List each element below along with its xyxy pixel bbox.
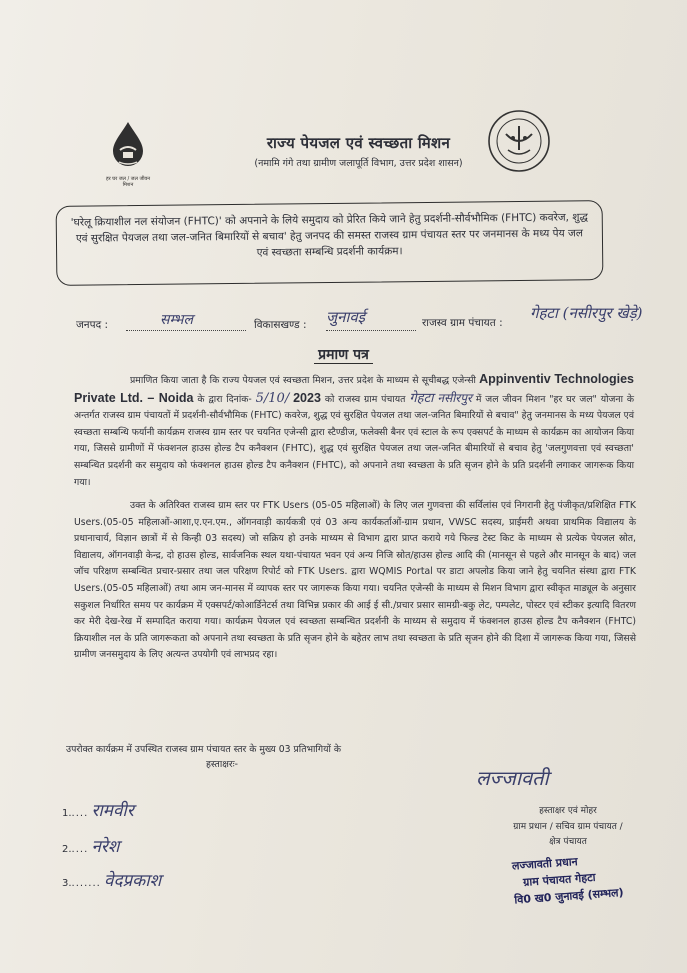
participant-2: 2..... नरेश bbox=[62, 837, 120, 857]
participant-2-signature: नरेश bbox=[91, 837, 120, 857]
block-value: जुनावई bbox=[326, 308, 366, 326]
date-handwritten: 5/10/ bbox=[255, 390, 290, 406]
paragraph-1: प्रमाणित किया जाता है कि राज्य पेयजल एवं स्वच्छता मिशन, उत्तर प्रदेश के माध्यम से सूचीबद्ध एजेन्सी Appinventiv Technologies Private Ltd. – Noida के द्वारा दिनांक- 5/10/ 2023 को राजस्व ग्राम पंचायत गेहटा नसीरपुर में जल जीवन मिशन "हर घर जल" योजना के अन्तर्गत राजस्व ग्राम पंचायतों में प्रदर्शनी-सौर्वभौमिक (FHTC) कवरेज, शुद्ध एवं सुरक्षित पेयजल तथा जल-जनित बिमारियों से बचाव" हेतु जनमानस के मध्य पेयजल एवं स्वच्छता सम्बन्धि फर्यानी कार्यक्रम राजस्व ग्राम स्तर पर चयनित एजेन्सी द्वारा स्टैण्डीज, फलेक्सी बैनर एवं स्टाल के रूप एक्सपर्ट के माध्यम से कार्यक्रम का आयोजन किया गया, जिससे ग्रामीणों में फंक्शनल हाउस होल्ड टैप कनैक्शन (FHTC), शुद्ध एवं सुरक्षित पेयजल तथा जल-जनित बीमारियों से बचाव हेतु 'जलगुणवत्ता एवं स्वच्छता' सम्बन्धित प्रदर्शनी कर समुदाय को फंक्शनल हाउस होल्ड टैप कनैक्शन (FHTC), को अपनाने तथा स्वच्छता के प्रति सृजन होने के प्रति प्रदर्शनी लगाकर जागरूक किया गया। bbox=[74, 372, 635, 488]
district-label: जनपद : bbox=[76, 319, 109, 331]
paragraph-2: उक्त के अतिरिक्त राजस्व ग्राम स्तर पर FTK Users (05-05 महिलाओं) के लिए जल गुणवत्ता की सर्विलांस एवं निगरानी हेतु पंजीकृत/प्रशिक्षित FTK Users.(05-05 महिलाओं-आशा,ए.एन.एम., ऑगनवाड़ी कार्यकत्री एवं 03 अन्य कार्यकर्ताओं-ग्राम प्रधान, VWSC सदस्य, प्राईमरी अथवा प्राथमिक विद्यालय के प्रधानाचार्य, विज्ञान छात्रों में से किन्ही 03 सदस्य) जो सक्रिय हो उनके माध्यम से विभाग द्वारा प्राप्त कराये गये फिल्ड टेस्ट किट के माध्यम से प्रत्येक पेयजल स्रोत, विद्यालय, ऑगनवाड़ी केन्द्र, दो हाउस होल्ड, सार्वजनिक स्थल यथा-पंचायत भवन एवं अन्य निजि स्रोत/हाउस होल्ड आदि की (मानसून से पहले और मानसून के बाद) जल जॉच परिक्षण सम्बन्धित प्रचार-प्रसार तथा जल परिक्षण रिपोर्ट को FTK Users. द्वारा WQMIS Portal पर डाटा अपलोड किया जाने हेतु चयनित संस्था द्वारा FTK Users.(05-05 महिलाओं) तथा आम जन-मानस में व्यापक स्तर पर जागरूक किया गया। चयनित एजेन्सी के माध्यम से मिशन विभाग द्वारा स्वीकृत माड्यूल के अनुसार सकुशल निर्धारित समय पर कार्यक्रम में एक्सपर्ट/कोआर्डिनेटर्स तथा विभिन्न प्रकार की आई ई सी./प्रचार प्रसार सामग्री-बकु लेट, पम्पलेट, पोस्टर एवं स्टीकर इत्यादि वितरण कर मेरी देख-रेख में सम्पादित कराया गया। कार्यक्रम पेयजल एवं स्वच्छता सम्बन्धित प्रदर्शनी के माध्यम से समुदाय में फंक्शनल हाउस होल्ड टैप कनैक्शन (FHTC) क्रियाशील नल के प्रति जागरूकता को अपनाने तथा स्वच्छता के प्रति सृजन होने के बहेतर लाभ तथा स्वच्छता के प्रति सृजन होने की दिशा में जागरूक किया गया, जिससे ग्रामीण जनसमुदाय के लिए अत्यन्त उपयोगी एवं लाभप्रद रहा। bbox=[74, 500, 636, 661]
pradhan-signature: लज्जावती bbox=[476, 766, 549, 790]
panchayat-label: राजस्व ग्राम पंचायत : bbox=[422, 317, 503, 329]
participant-1-signature: रामवीर bbox=[91, 801, 134, 821]
form-row bbox=[76, 304, 666, 338]
mission-title: राज्य पेयजल एवं स्वच्छता मिशन bbox=[266, 134, 451, 152]
panchayat-value: गेहटा (नसीरपुर खेड़े) bbox=[530, 304, 643, 322]
logo-caption: हर घर जल / जल जीवन मिशन bbox=[105, 176, 151, 188]
mission-subtitle: (नमामि गंगे तथा ग्रामीण जलापूर्ति विभाग, उत्तर प्रदेश शासन) bbox=[254, 158, 463, 169]
attendance-note: उपरोक्त कार्यक्रम में उपस्थित राजस्व ग्राम पंचायत स्तर के मुख्य 03 प्रतिभागियों के हस्ताक्षरः- bbox=[66, 744, 341, 770]
village-handwritten-2: नसीरपुर bbox=[437, 390, 472, 405]
signer-block: हस्ताक्षर एवं मोहर ग्राम प्रधान / सचिव ग्राम पंचायत / क्षेत्र पंचायत bbox=[513, 806, 623, 847]
certificate-heading: प्रमाण पत्र bbox=[0, 345, 687, 364]
pradhan-stamp: लज्जावती प्रधान ग्राम पंचायत गेहटा वि0 ख0 जुनावई (सम्भल) bbox=[511, 855, 624, 907]
village-handwritten: गेहटा bbox=[409, 390, 434, 406]
block-label: विकासखण्ड : bbox=[254, 319, 307, 331]
agency-name: Appinventiv Technologies Private Ltd. – Noida bbox=[74, 372, 634, 405]
subject-box: 'घरेलू क्रियाशील नल संयोजन (FHTC)' को अपनाने के लिये समुदाय को प्रेरित किये जाने हेतु प्रदर्शनी-सौर्वभौमिक (FHTC) कवरेज, शुद्ध एवं सुरक्षित पेयजल तथा जल-जनित बिमारियों से बचाव' हेतु जनपद की समस्त राजस्व ग्राम पंचायत स्तर पर जनमानस के मध्य पेय जल एवं स्वच्छता सम्बन्धि प्रदर्शनी कार्यक्रम। bbox=[56, 200, 604, 286]
participant-1: 1..... रामवीर bbox=[62, 801, 134, 821]
participant-3: 3........ वेदप्रकाश bbox=[62, 871, 162, 891]
date-year: 2023 bbox=[293, 390, 321, 405]
district-value: सम्भल bbox=[160, 312, 193, 328]
participant-3-signature: वेदप्रकाश bbox=[104, 871, 162, 891]
